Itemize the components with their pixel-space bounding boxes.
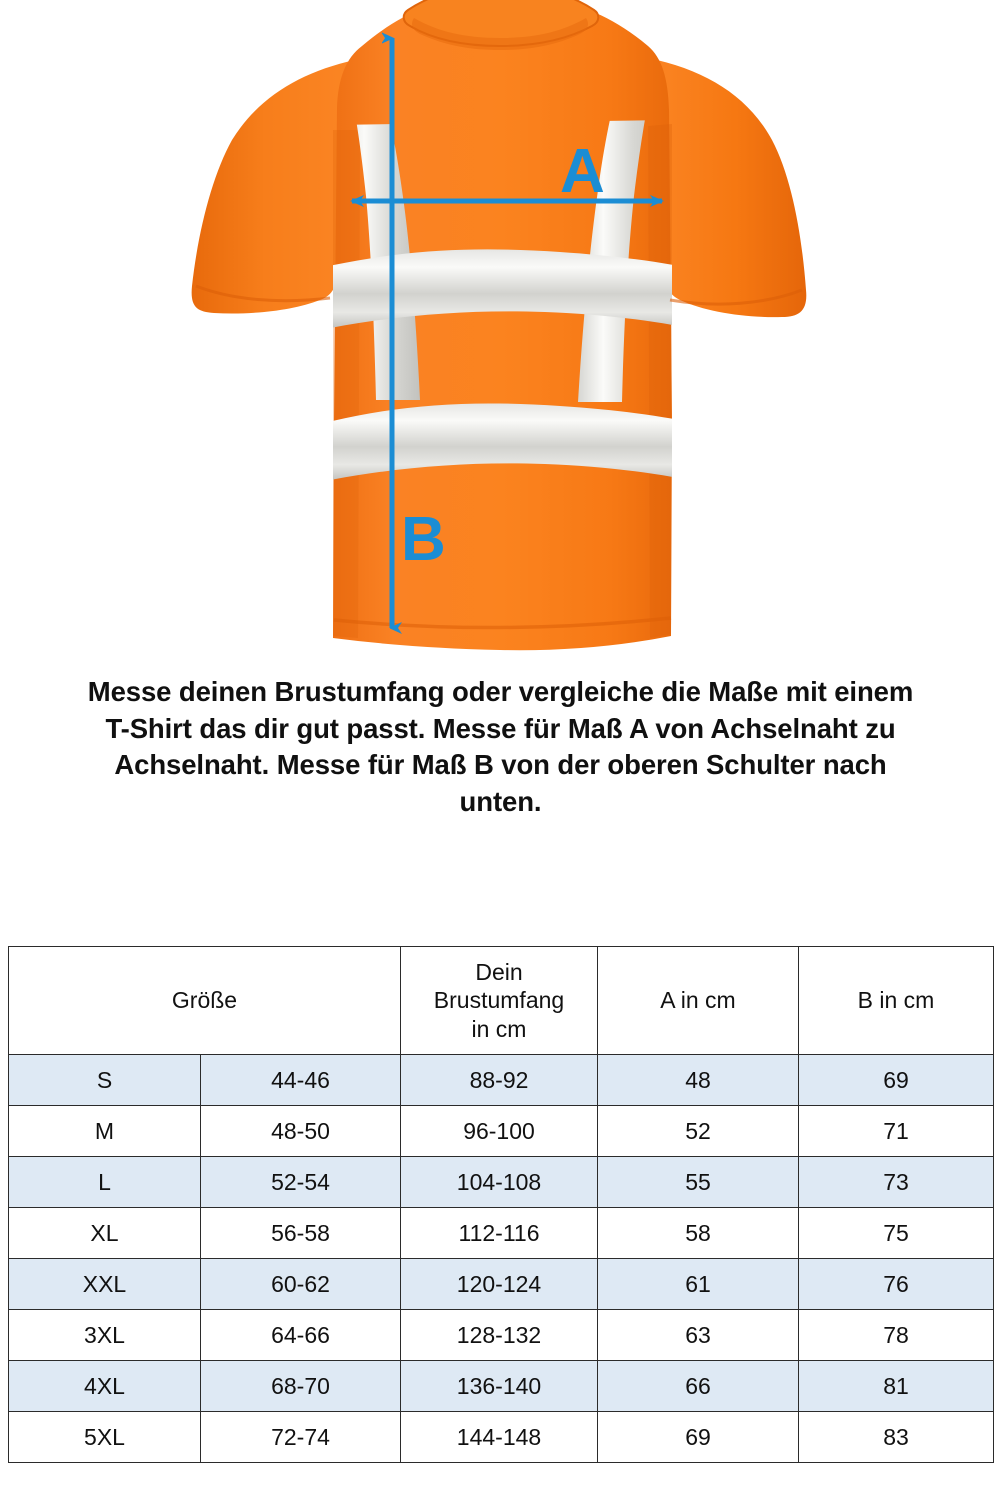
header-chest-line-1: Dein [475, 959, 523, 986]
size-cell-b: 69 [799, 1055, 994, 1106]
size-cell-a: 48 [598, 1055, 799, 1106]
header-chest-line-3: in cm [471, 1015, 527, 1042]
size-cell-a: 63 [598, 1310, 799, 1361]
header-size: Größe [9, 947, 401, 1055]
size-cell-b: 81 [799, 1361, 994, 1412]
table-row [9, 1412, 994, 1463]
size-chart-container [8, 946, 993, 1463]
size-cell-size-number: 44-46 [201, 1055, 401, 1106]
table-row [9, 1106, 994, 1157]
size-cell-b: 71 [799, 1106, 994, 1157]
instruction-line-3: Achselnaht. Messe für Maß B von der oberen Schulter nach [114, 749, 887, 781]
header-a: A in cm [598, 947, 799, 1055]
size-cell-chest: 128-132 [401, 1310, 598, 1361]
size-cell-size: S [9, 1055, 201, 1106]
size-cell-size-number: 68-70 [201, 1361, 401, 1412]
measuring-instructions [0, 660, 1001, 820]
table-row [9, 1361, 994, 1412]
product-photo [0, 0, 1001, 660]
size-cell-size: 5XL [9, 1412, 201, 1463]
size-cell-size-number: 60-62 [201, 1259, 401, 1310]
size-cell-size: M [9, 1106, 201, 1157]
table-row [9, 1208, 994, 1259]
size-cell-b: 73 [799, 1157, 994, 1208]
size-cell-a: 66 [598, 1361, 799, 1412]
size-cell-size: 3XL [9, 1310, 201, 1361]
size-cell-chest: 120-124 [401, 1259, 598, 1310]
size-cell-chest: 144-148 [401, 1412, 598, 1463]
size-cell-size-number: 64-66 [201, 1310, 401, 1361]
table-row [9, 1157, 994, 1208]
size-cell-b: 83 [799, 1412, 994, 1463]
size-cell-a: 52 [598, 1106, 799, 1157]
size-cell-size-number: 52-54 [201, 1157, 401, 1208]
size-cell-chest: 112-116 [401, 1208, 598, 1259]
table-body [9, 1055, 994, 1463]
size-cell-b: 76 [799, 1259, 994, 1310]
header-chest [401, 947, 598, 1055]
instruction-line-2: T-Shirt das dir gut passt. Messe für Maß A von Achselnaht zu [105, 712, 896, 744]
size-cell-chest: 96-100 [401, 1106, 598, 1157]
instruction-line-4: unten. [459, 785, 542, 817]
size-cell-size-number: 72-74 [201, 1412, 401, 1463]
size-cell-size-number: 48-50 [201, 1106, 401, 1157]
size-cell-b: 78 [799, 1310, 994, 1361]
size-cell-chest: 88-92 [401, 1055, 598, 1106]
dimension-label-a: A [560, 137, 605, 206]
table-row [9, 1055, 994, 1106]
size-cell-size: XXL [9, 1259, 201, 1310]
size-cell-size-number: 56-58 [201, 1208, 401, 1259]
size-cell-chest: 136-140 [401, 1361, 598, 1412]
size-cell-a: 58 [598, 1208, 799, 1259]
size-cell-b: 75 [799, 1208, 994, 1259]
size-cell-size: L [9, 1157, 201, 1208]
table-row [9, 1310, 994, 1361]
table-row [9, 1259, 994, 1310]
header-chest-line-2: Brustumfang [433, 987, 565, 1014]
header-b: B in cm [799, 947, 994, 1055]
size-cell-a: 61 [598, 1259, 799, 1310]
size-cell-size: XL [9, 1208, 201, 1259]
size-cell-chest: 104-108 [401, 1157, 598, 1208]
size-cell-size: 4XL [9, 1361, 201, 1412]
instruction-line-1: Messe deinen Brustumfang oder vergleiche die Maße mit einem [87, 676, 914, 707]
measurement-annotations [0, 0, 1001, 660]
size-cell-a: 55 [598, 1157, 799, 1208]
size-chart-table [8, 946, 994, 1463]
table-header-row [9, 947, 994, 1055]
size-cell-a: 69 [598, 1412, 799, 1463]
table-header [9, 947, 994, 1055]
dimension-label-b: B [401, 505, 446, 574]
